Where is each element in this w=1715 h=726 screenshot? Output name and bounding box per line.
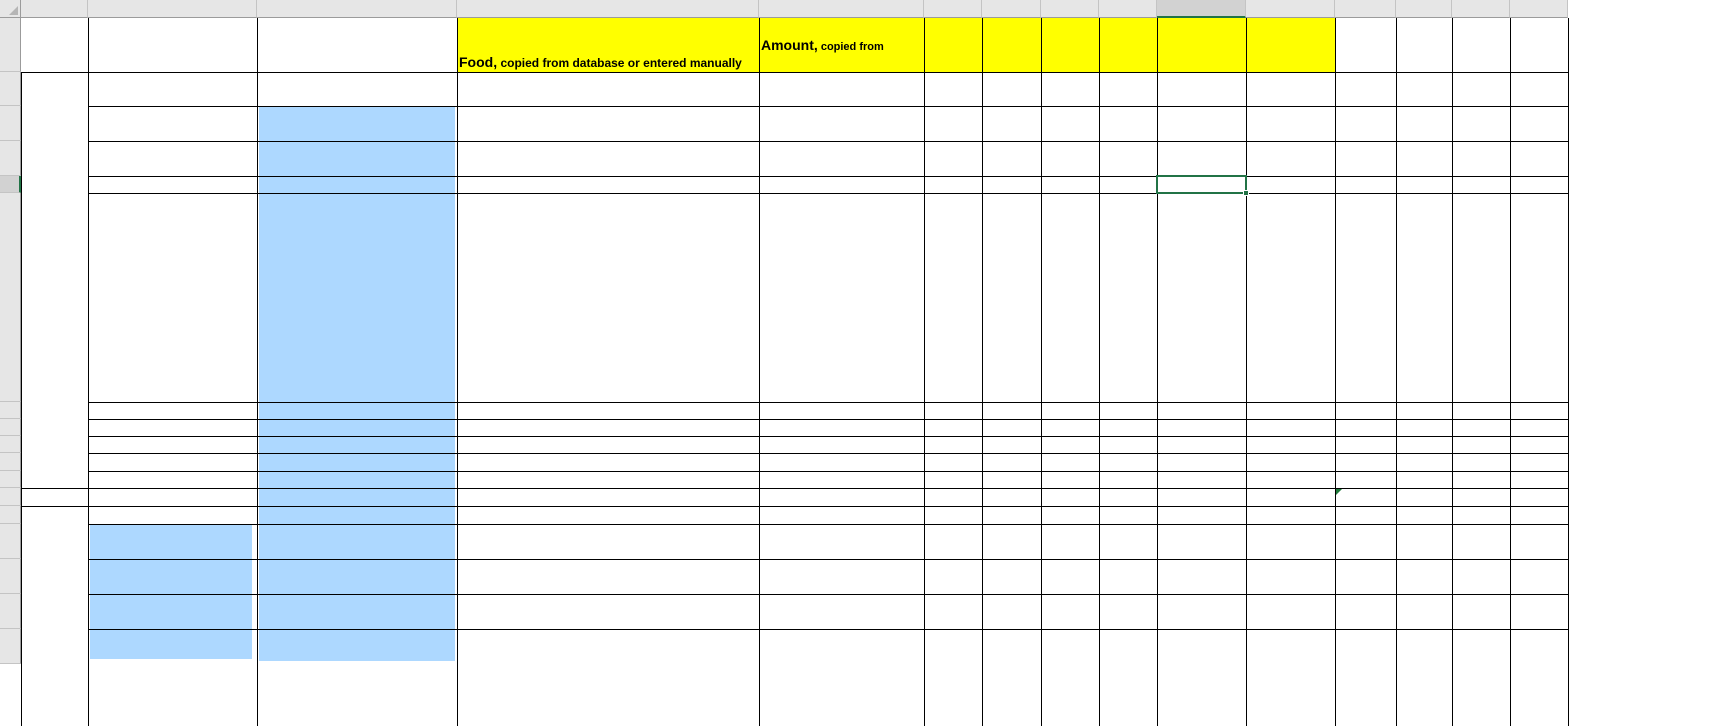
grid-line: [88, 453, 1568, 454]
row-header-15[interactable]: [0, 559, 21, 594]
row-header-10[interactable]: [0, 453, 21, 471]
column-header-f[interactable]: [924, 0, 982, 18]
grid-line: [88, 559, 1568, 560]
grid-line: [1568, 18, 1569, 726]
header-amount-note: copied from: [817, 41, 884, 53]
row-header-8[interactable]: [0, 419, 21, 436]
row-header-1[interactable]: [0, 18, 21, 72]
header-amount-bold: Amount,: [761, 37, 818, 53]
row-header-11[interactable]: [0, 471, 21, 488]
column-header-h[interactable]: [1041, 0, 1099, 18]
column-header-k[interactable]: [1246, 0, 1335, 18]
header-food-bold: Food,: [459, 54, 498, 70]
grid-line: [88, 436, 1568, 437]
column-header-a[interactable]: [21, 0, 88, 18]
grid-line: [1246, 18, 1247, 726]
grid-line: [457, 141, 1568, 142]
grid-line: [88, 594, 1568, 595]
column-header-m[interactable]: [1396, 0, 1452, 18]
grid-line: [1396, 18, 1397, 726]
grid-line: [1157, 18, 1158, 726]
select-all-corner[interactable]: [0, 0, 21, 18]
grid-line: [88, 629, 1568, 630]
row-header-16[interactable]: [0, 594, 21, 629]
column-header-c[interactable]: [257, 0, 457, 18]
row-header-2[interactable]: [0, 72, 21, 106]
grid-line: [1335, 18, 1336, 726]
grid-line: [1510, 18, 1511, 726]
header-amount: [761, 37, 884, 56]
row-header-14[interactable]: [0, 524, 21, 559]
row-header-17[interactable]: [0, 629, 21, 664]
row-header-9[interactable]: [0, 436, 21, 453]
error-indicator-icon: [1336, 489, 1342, 495]
grid-line: [759, 18, 760, 726]
column-header-n[interactable]: [1452, 0, 1510, 18]
column-header-i[interactable]: [1099, 0, 1157, 18]
grid-line: [1099, 18, 1100, 726]
column-header-e[interactable]: [759, 0, 924, 18]
column-header-d[interactable]: [457, 0, 759, 18]
grid-line: [982, 18, 983, 726]
column-header-o[interactable]: [1510, 0, 1568, 18]
grid-line: [457, 106, 1568, 107]
grid-line: [21, 72, 22, 726]
grid-line: [457, 18, 458, 726]
grid-line: [88, 419, 1568, 420]
selected-cell-j5[interactable]: [1156, 175, 1247, 194]
grid-line: [88, 176, 1568, 177]
grid-line: [88, 193, 1568, 194]
row-header-6[interactable]: [0, 193, 21, 402]
column-header-l[interactable]: [1335, 0, 1396, 18]
header-food: [459, 54, 742, 72]
grid-line: [257, 18, 258, 726]
fill-handle[interactable]: [1243, 190, 1249, 196]
row-header-13[interactable]: [0, 506, 21, 524]
merged-cell-lunch-groups[interactable]: [90, 525, 252, 659]
column-header-g[interactable]: [982, 0, 1041, 18]
row-header-4[interactable]: [0, 141, 21, 176]
grid-line: [924, 18, 925, 726]
grid-line: [1452, 18, 1453, 726]
column-header-j[interactable]: [1157, 0, 1246, 18]
grid-line: [88, 402, 1568, 403]
merged-cell-recommended-breakfast[interactable]: [259, 107, 455, 661]
row-header-5[interactable]: [0, 176, 21, 193]
column-header-b[interactable]: [88, 0, 257, 18]
grid-line: [88, 18, 89, 726]
header-food-note: copied from database or entered manually: [497, 56, 742, 70]
row-header-3[interactable]: [0, 106, 21, 141]
row-header-7[interactable]: [0, 402, 21, 419]
row-header-12[interactable]: [0, 488, 21, 506]
grid-line: [88, 471, 1568, 472]
grid-line: [88, 524, 1568, 525]
grid-line: [1041, 18, 1042, 726]
